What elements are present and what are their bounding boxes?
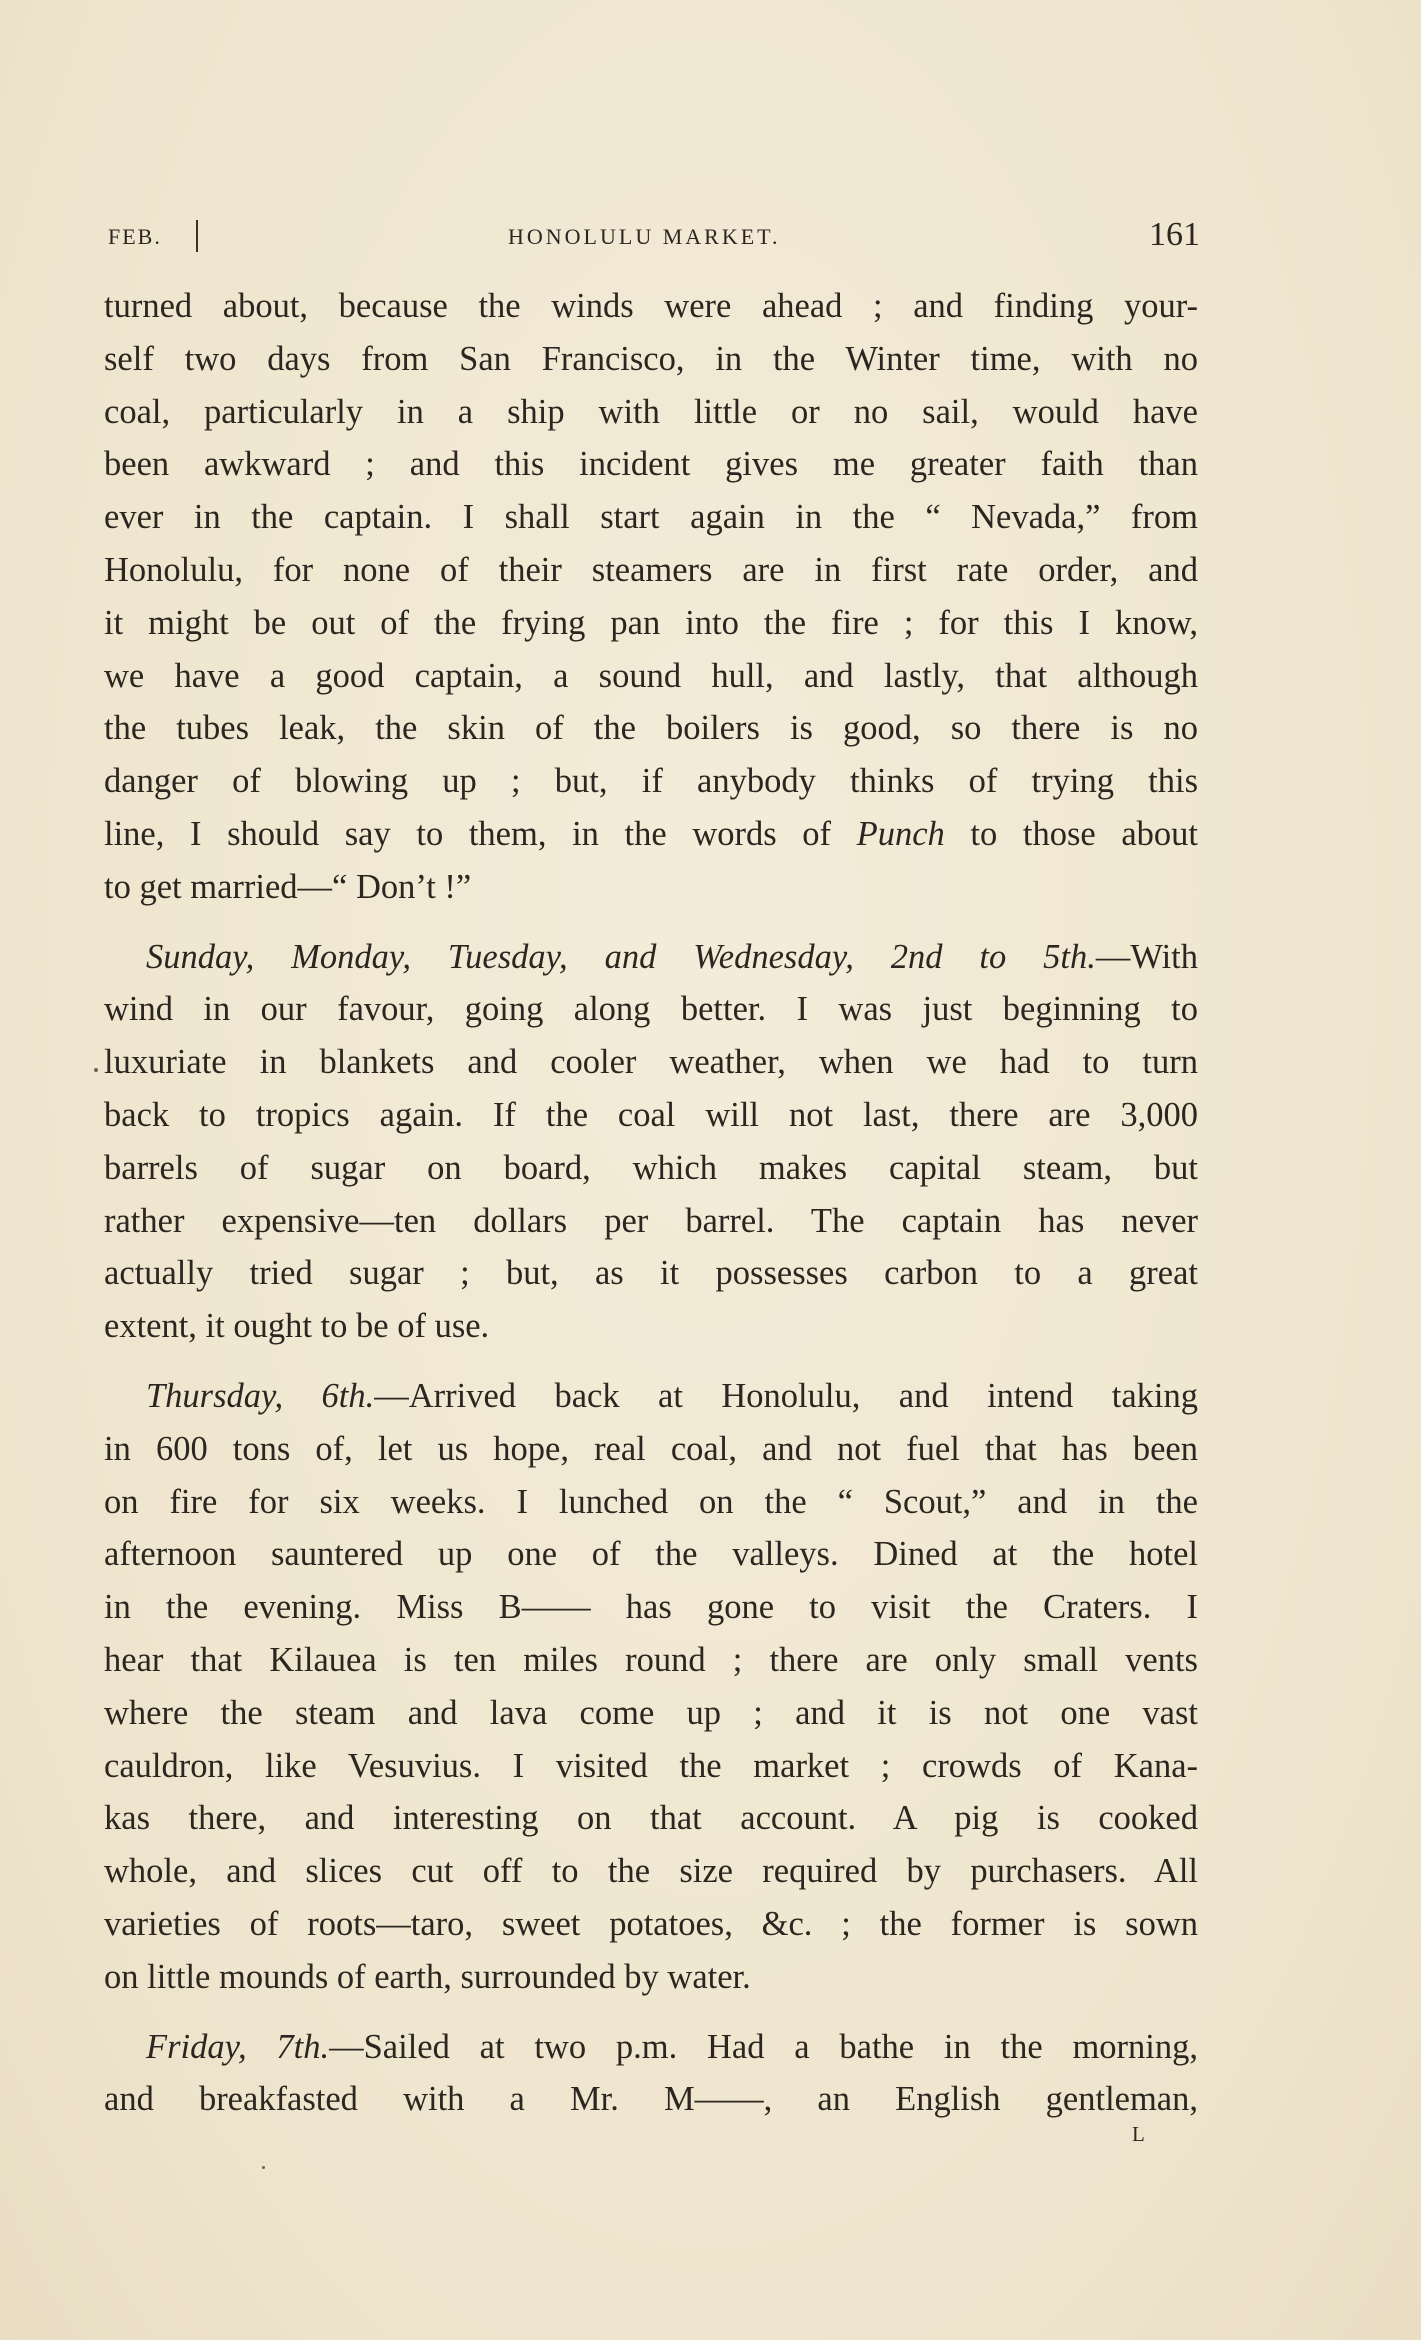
text-line: rather expensive—ten dollars per barrel. The captain has never (104, 1201, 1198, 1240)
text-line: whole, and slices cut off to the size required by purchasers. All (104, 1852, 1198, 1891)
running-head (108, 216, 1200, 256)
text-line (104, 931, 1198, 984)
text-line: cauldron, like Vesuvius. I visited the market ; crowds of Kana- (104, 1746, 1198, 1785)
text-line: to get married—“ Don’t !” (104, 867, 472, 906)
text-line: ever in the captain. I shall start again in the “ Nevada,” from (104, 498, 1198, 537)
text-line: it might be out of the frying pan into the fire ; for this I know, (104, 603, 1198, 642)
text-line: Honolulu, for none of their steamers are in first rate order, and (104, 550, 1198, 589)
page-number: 161 (1149, 216, 1200, 253)
paragraph-1 (104, 280, 1198, 914)
text-line: back to tropics again. If the coal will not last, there are 3,000 (104, 1095, 1198, 1134)
text-line: varieties of roots—taro, sweet potatoes, &c. ; the former is sown (104, 1904, 1198, 1943)
italic-title: Punch (856, 814, 945, 853)
entry-date: Thursday, 6th. (146, 1376, 375, 1415)
text-line: barrels of sugar on board, which makes capital steam, but (104, 1148, 1198, 1187)
stray-ink-mark (94, 1068, 98, 1072)
text-line (104, 808, 1198, 861)
text-run: line, I should say to them, in the words of (104, 814, 857, 853)
text-run: —With (1095, 937, 1198, 976)
text-line: coal, particularly in a ship with little or no sail, would have (104, 392, 1198, 431)
text-line: actually tried sugar ; but, as it possesses carbon to a great (104, 1254, 1198, 1293)
text-line: we have a good captain, a sound hull, and lastly, that although (104, 656, 1198, 695)
text-line: danger of blowing up ; but, if anybody thinks of trying this (104, 762, 1198, 801)
text-line: luxuriate in blankets and cooler weather, when we had to turn (104, 1043, 1198, 1082)
text-line: the tubes leak, the skin of the boilers is good, so there is no (104, 709, 1198, 748)
paragraph-3 (104, 1370, 1198, 2004)
text-run: to those about (944, 814, 1198, 853)
paragraph-4 (104, 2021, 1198, 2127)
text-line: where the steam and lava come up ; and it is not one vast (104, 1693, 1198, 1732)
text-run: —Arrived back at Honolulu, and intend taking (374, 1376, 1198, 1415)
signature-mark: L (1132, 2122, 1146, 2146)
running-head-title: HONOLULU MARKET. (508, 224, 781, 249)
text-line (104, 1370, 1198, 1423)
text-line: and breakfasted with a Mr. M——, an English gentleman, (104, 2080, 1198, 2119)
text-line: kas there, and interesting on that account. A pig is cooked (104, 1799, 1198, 1838)
paragraph-2 (104, 931, 1198, 1353)
entry-date: Sunday, Monday, Tuesday, and Wednesday, 2nd to 5th. (146, 937, 1096, 976)
text-line: on little mounds of earth, surrounded by water. (104, 1957, 751, 1996)
text-line: on fire for six weeks. I lunched on the “ Scout,” and in the (104, 1482, 1198, 1521)
text-line: extent, it ought to be of use. (104, 1307, 490, 1346)
text-run: —Sailed at two p.m. Had a bathe in the morning, (329, 2027, 1198, 2066)
running-head-month: FEB. (108, 224, 162, 249)
text-line: in the evening. Miss B—— has gone to visit the Craters. I (104, 1588, 1198, 1627)
body-text (104, 280, 1198, 2126)
text-line: hear that Kilauea is ten miles round ; there are only small vents (104, 1640, 1198, 1679)
text-line: wind in our favour, going along better. I was just beginning to (104, 990, 1198, 1029)
text-line (104, 2021, 1198, 2074)
text-line: in 600 tons of, let us hope, real coal, and not fuel that has been (104, 1429, 1198, 1468)
text-line: afternoon sauntered up one of the valleys. Dined at the hotel (104, 1535, 1198, 1574)
text-line: been awkward ; and this incident gives me greater faith than (104, 445, 1198, 484)
entry-date: Friday, 7th. (146, 2027, 330, 2066)
text-line: turned about, because the winds were ahead ; and finding your- (104, 287, 1198, 325)
text-line: self two days from San Francisco, in the Winter time, with no (104, 339, 1198, 378)
stray-ink-mark (262, 2166, 265, 2169)
running-head-divider (196, 220, 198, 252)
